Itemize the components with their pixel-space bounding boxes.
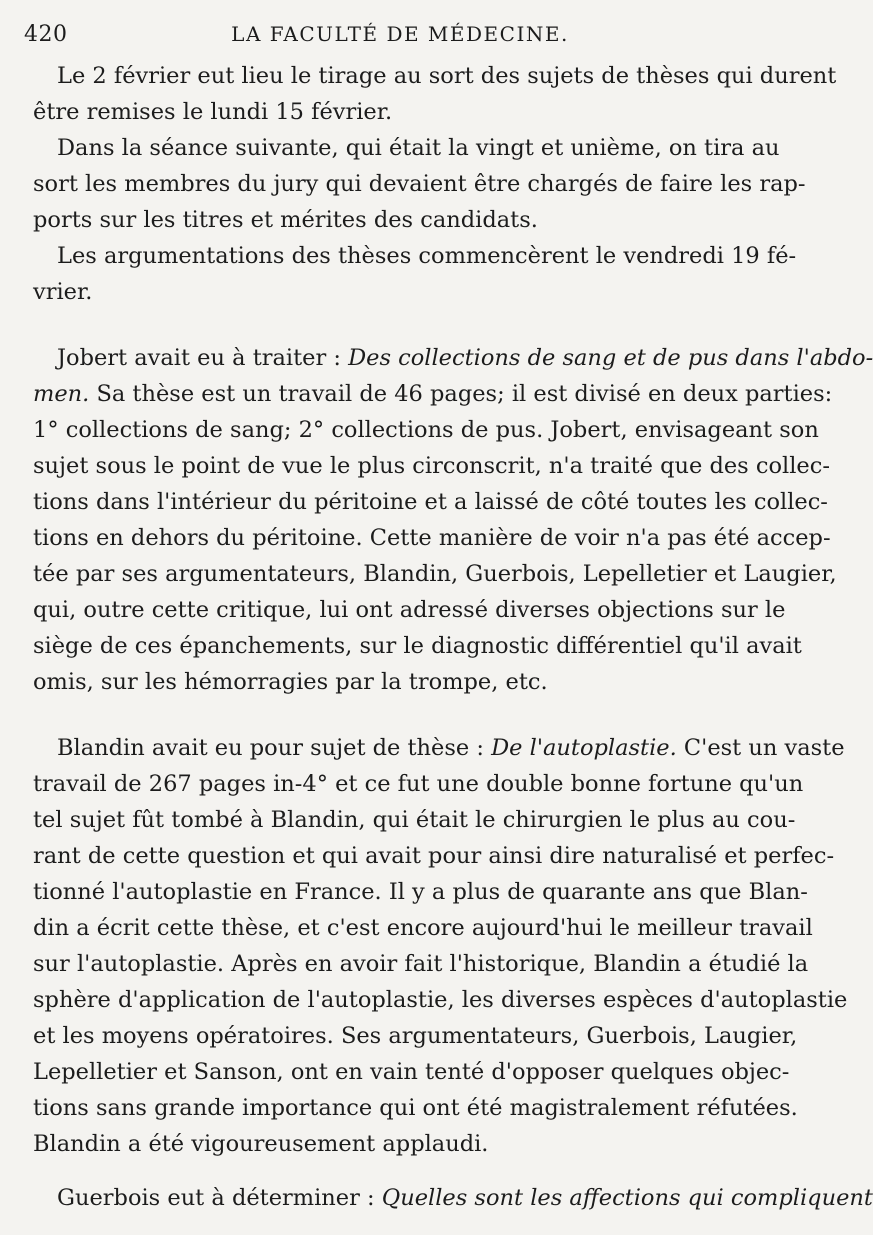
text-span: Blandin avait eu pour sujet de thèse : bbox=[57, 735, 492, 761]
italic-text: men. bbox=[33, 381, 90, 407]
text-line bbox=[33, 628, 802, 664]
text-line bbox=[33, 484, 828, 520]
text-span: tel sujet fût tombé à Blandin, qui était le chirurgien le plus au cou- bbox=[33, 807, 796, 833]
text-line bbox=[57, 130, 780, 166]
text-span: vrier. bbox=[33, 279, 93, 305]
text-span: travail de 267 pages in-4° et ce fut une double bonne fortune qu'un bbox=[33, 771, 804, 797]
text-span: 1° collections de sang; 2° collections de pus. Jobert, envisageant son bbox=[33, 417, 819, 443]
text-span: Dans la séance suivante, qui était la vingt et unième, on tira au bbox=[57, 135, 780, 161]
text-line bbox=[33, 274, 768, 310]
text-line bbox=[33, 94, 768, 130]
italic-text: Quelles sont les affections qui compliquent bbox=[381, 1185, 873, 1211]
text-line bbox=[33, 448, 830, 484]
text-span: tionné l'autoplastie en France. Il y a plus de quarante ans que Blan- bbox=[33, 879, 808, 905]
text-span: rant de cette question et qui avait pour ainsi dire naturalisé et perfec- bbox=[33, 843, 835, 869]
text-line bbox=[33, 556, 837, 592]
text-span: Blandin a été vigoureusement applaudi. bbox=[33, 1131, 489, 1157]
italic-text: Des collections de sang et de pus dans l'abdo- bbox=[348, 345, 873, 371]
text-line bbox=[33, 766, 804, 802]
text-span: qui, outre cette critique, lui ont adressé diverses objections sur le bbox=[33, 597, 786, 623]
text-span: sur l'autoplastie. Après en avoir fait l'historique, Blandin a étudié la bbox=[33, 951, 809, 977]
text-line bbox=[57, 58, 837, 94]
text-span: siège de ces épanchements, sur le diagnostic différentiel qu'il avait bbox=[33, 633, 802, 659]
text-span: Guerbois eut à déterminer : bbox=[57, 1185, 382, 1211]
text-line bbox=[33, 1090, 798, 1126]
text-span: sort les membres du jury qui devaient être chargés de faire les rap- bbox=[33, 171, 806, 197]
text-line bbox=[33, 412, 819, 448]
text-line bbox=[33, 874, 808, 910]
italic-text: De l'autoplastie. bbox=[491, 735, 677, 761]
text-line bbox=[57, 340, 873, 376]
text-span: être remises le lundi 15 février. bbox=[33, 99, 393, 125]
text-line bbox=[33, 1126, 768, 1162]
text-line bbox=[33, 202, 768, 238]
text-line bbox=[57, 730, 845, 766]
text-span: tions sans grande importance qui ont été magistralement réfutées. bbox=[33, 1095, 798, 1121]
text-span: tée par ses argumentateurs, Blandin, Guerbois, Lepelletier et Laugier, bbox=[33, 561, 837, 587]
text-span: C'est un vaste bbox=[676, 735, 845, 761]
text-span: omis, sur les hémorragies par la trompe, etc. bbox=[33, 669, 548, 695]
text-span: Le 2 février eut lieu le tirage au sort des sujets de thèses qui durent bbox=[57, 63, 837, 89]
text-line bbox=[33, 592, 786, 628]
text-line bbox=[33, 664, 768, 700]
text-line bbox=[33, 520, 831, 556]
text-line bbox=[33, 1054, 790, 1090]
text-line bbox=[33, 910, 813, 946]
text-line bbox=[57, 238, 797, 274]
text-span: Jobert avait eu à traiter : bbox=[57, 345, 349, 371]
page-number: 420 bbox=[24, 22, 68, 47]
text-line bbox=[33, 376, 833, 412]
text-span: sphère d'application de l'autoplastie, les diverses espèces d'autoplastie bbox=[33, 987, 848, 1013]
text-span: et les moyens opératoires. Ses argumentateurs, Guerbois, Laugier, bbox=[33, 1023, 798, 1049]
text-line bbox=[33, 802, 796, 838]
text-span: Sa thèse est un travail de 46 pages; il est divisé en deux parties: bbox=[89, 381, 833, 407]
text-line bbox=[33, 838, 835, 874]
text-line bbox=[33, 1018, 798, 1054]
text-span: tions dans l'intérieur du péritoine et a laissé de côté toutes les collec- bbox=[33, 489, 828, 515]
text-span: din a écrit cette thèse, et c'est encore aujourd'hui le meilleur travail bbox=[33, 915, 813, 941]
text-span: ports sur les titres et mérites des candidats. bbox=[33, 207, 538, 233]
text-line bbox=[33, 166, 806, 202]
text-span: Les argumentations des thèses commencèrent le vendredi 19 fé- bbox=[57, 243, 797, 269]
text-line bbox=[33, 982, 848, 1018]
running-head: LA FACULTÉ DE MÉDECINE. bbox=[231, 22, 569, 46]
page-header bbox=[24, 22, 776, 52]
text-span: tions en dehors du péritoine. Cette manière de voir n'a pas été accep- bbox=[33, 525, 831, 551]
text-span: Lepelletier et Sanson, ont en vain tenté d'opposer quelques objec- bbox=[33, 1059, 790, 1085]
text-line bbox=[33, 946, 809, 982]
text-line bbox=[57, 1180, 873, 1216]
text-span: sujet sous le point de vue le plus circonscrit, n'a traité que des collec- bbox=[33, 453, 830, 479]
